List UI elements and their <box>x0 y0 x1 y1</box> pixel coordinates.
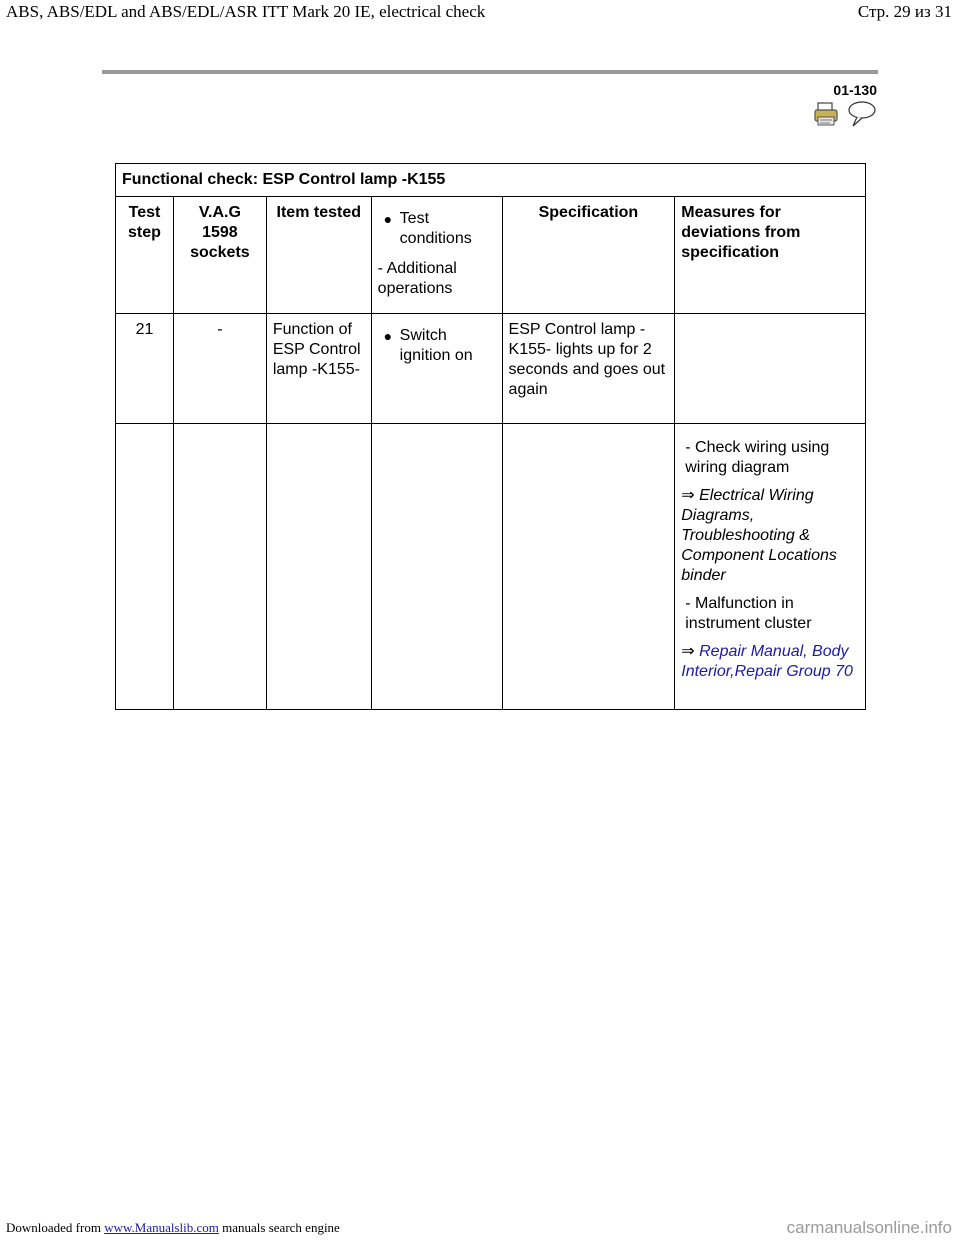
cell-empty <box>116 424 174 710</box>
table-title-row <box>116 164 866 197</box>
measure-ref-wiring <box>681 486 859 586</box>
cell-empty <box>502 424 675 710</box>
cell-spec: ESP Control lamp -K155- lights up for 2 seconds and goes out again <box>502 314 675 424</box>
header-test-conditions <box>371 197 502 314</box>
measure-ref-repair <box>681 642 859 682</box>
list-item: ● Test conditions <box>383 210 472 247</box>
header-measures: Measures for deviations from specification <box>675 197 866 314</box>
printer-icon[interactable] <box>813 101 839 132</box>
ref-wiring-diagrams: Electrical Wiring Diagrams, Troubleshooting & Component Locations binder <box>681 487 837 584</box>
document-title: ABS, ABS/EDL and ABS/EDL/ASR ITT Mark 20 IE, electrical check <box>6 2 486 21</box>
arrow-right-icon: ⇒ <box>681 487 695 504</box>
header-divider <box>102 70 878 74</box>
header-item-tested: Item tested <box>266 197 371 314</box>
cell-measures <box>675 424 866 710</box>
functional-check-table <box>115 163 866 710</box>
cell-empty <box>266 424 371 710</box>
header-specification: Specification <box>502 197 675 314</box>
cell-measures-empty <box>675 314 866 424</box>
bullet-icon: ● <box>383 328 393 344</box>
table-row <box>116 424 866 710</box>
measure-check-wiring: - Check wiring using wiring diagram <box>685 439 830 476</box>
cell-sockets: - <box>173 314 266 424</box>
watermark: carmanualsonline.info <box>786 1218 952 1237</box>
cell-item: Function of ESP Control lamp -K155- <box>266 314 371 424</box>
table-header-row <box>116 197 866 314</box>
download-footer: Downloaded from www.Manualslib.com manuals search engine <box>6 1220 340 1235</box>
measure-malfunction: - Malfunction in instrument cluster <box>685 595 812 632</box>
table-row <box>116 314 866 424</box>
link-repair-manual[interactable]: Repair Manual, Body Interior,Repair Group 70 <box>681 643 853 680</box>
manualslib-link[interactable]: www.Manualslib.com <box>104 1220 219 1235</box>
header-sockets: V.A.G 1598 sockets <box>173 197 266 314</box>
bullet-icon: ● <box>383 211 393 227</box>
table-title: Functional check: ESP Control lamp -K155 <box>116 164 866 197</box>
cell-condition <box>371 314 502 424</box>
list-item: ● Switch ignition on <box>383 327 473 364</box>
arrow-right-icon: ⇒ <box>681 643 695 660</box>
cell-empty <box>371 424 502 710</box>
cell-step: 21 <box>116 314 174 424</box>
speech-bubble-icon[interactable] <box>847 100 877 133</box>
page-code: 01-130 <box>833 82 877 98</box>
additional-operations: - Additional operations <box>377 260 457 297</box>
header-test-step: Test step <box>116 197 174 314</box>
page-indicator: Стр. 29 из 31 <box>857 2 952 21</box>
cell-empty <box>173 424 266 710</box>
toolbar-icons <box>813 100 877 133</box>
